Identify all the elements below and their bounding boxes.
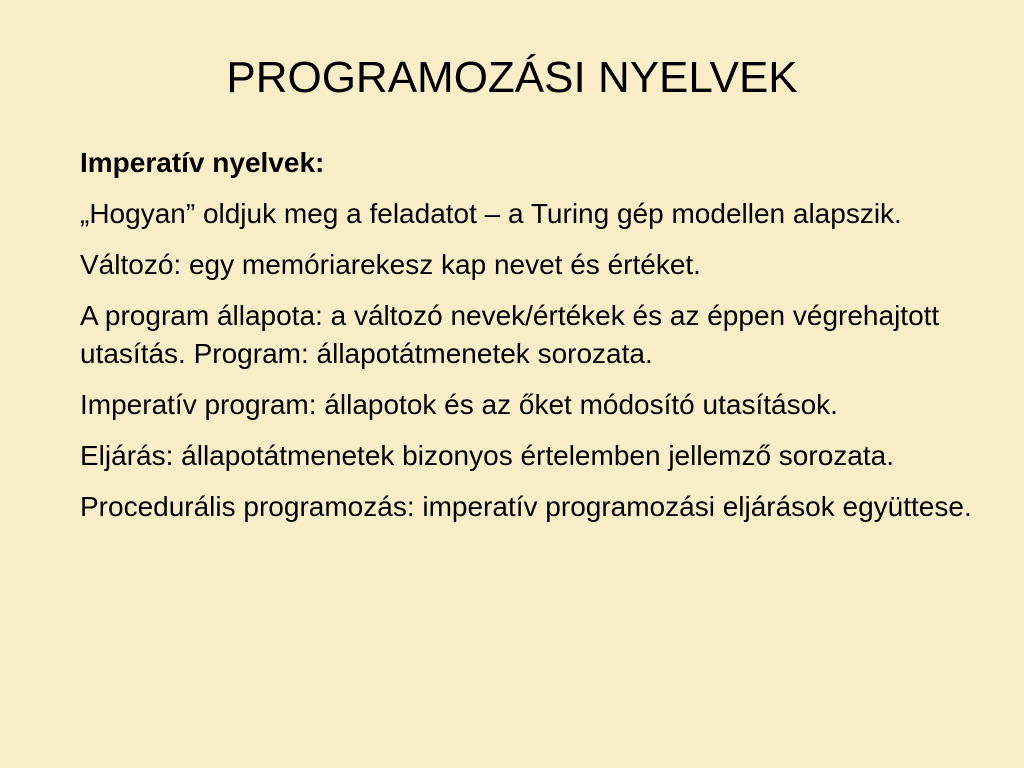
slide-content bbox=[80, 144, 1010, 539]
paragraph-procedure: Eljárás: állapotátmenetek bizonyos értelemben jellemző sorozata. bbox=[80, 440, 894, 471]
paragraph-imperative-program: Imperatív program: állapotok és az őket módosító utasítások. bbox=[80, 389, 838, 420]
paragraph-how: „Hogyan” oldjuk meg a feladatot – a Turing gép modellen alapszik. bbox=[80, 198, 902, 229]
slide-title: PROGRAMOZÁSI NYELVEK bbox=[226, 53, 798, 102]
paragraph-procedural-programming: Procedurális programozás: imperatív programozási eljárások együttese. bbox=[80, 491, 972, 522]
section-heading: Imperatív nyelvek: bbox=[80, 147, 325, 178]
paragraph-variable: Változó: egy memóriarekesz kap nevet és értéket. bbox=[80, 249, 701, 280]
paragraph-program-state: A program állapota: a változó nevek/értékek és az éppen végrehajtott utasítás. Program: állapotátmenetek sorozata. bbox=[80, 300, 940, 369]
